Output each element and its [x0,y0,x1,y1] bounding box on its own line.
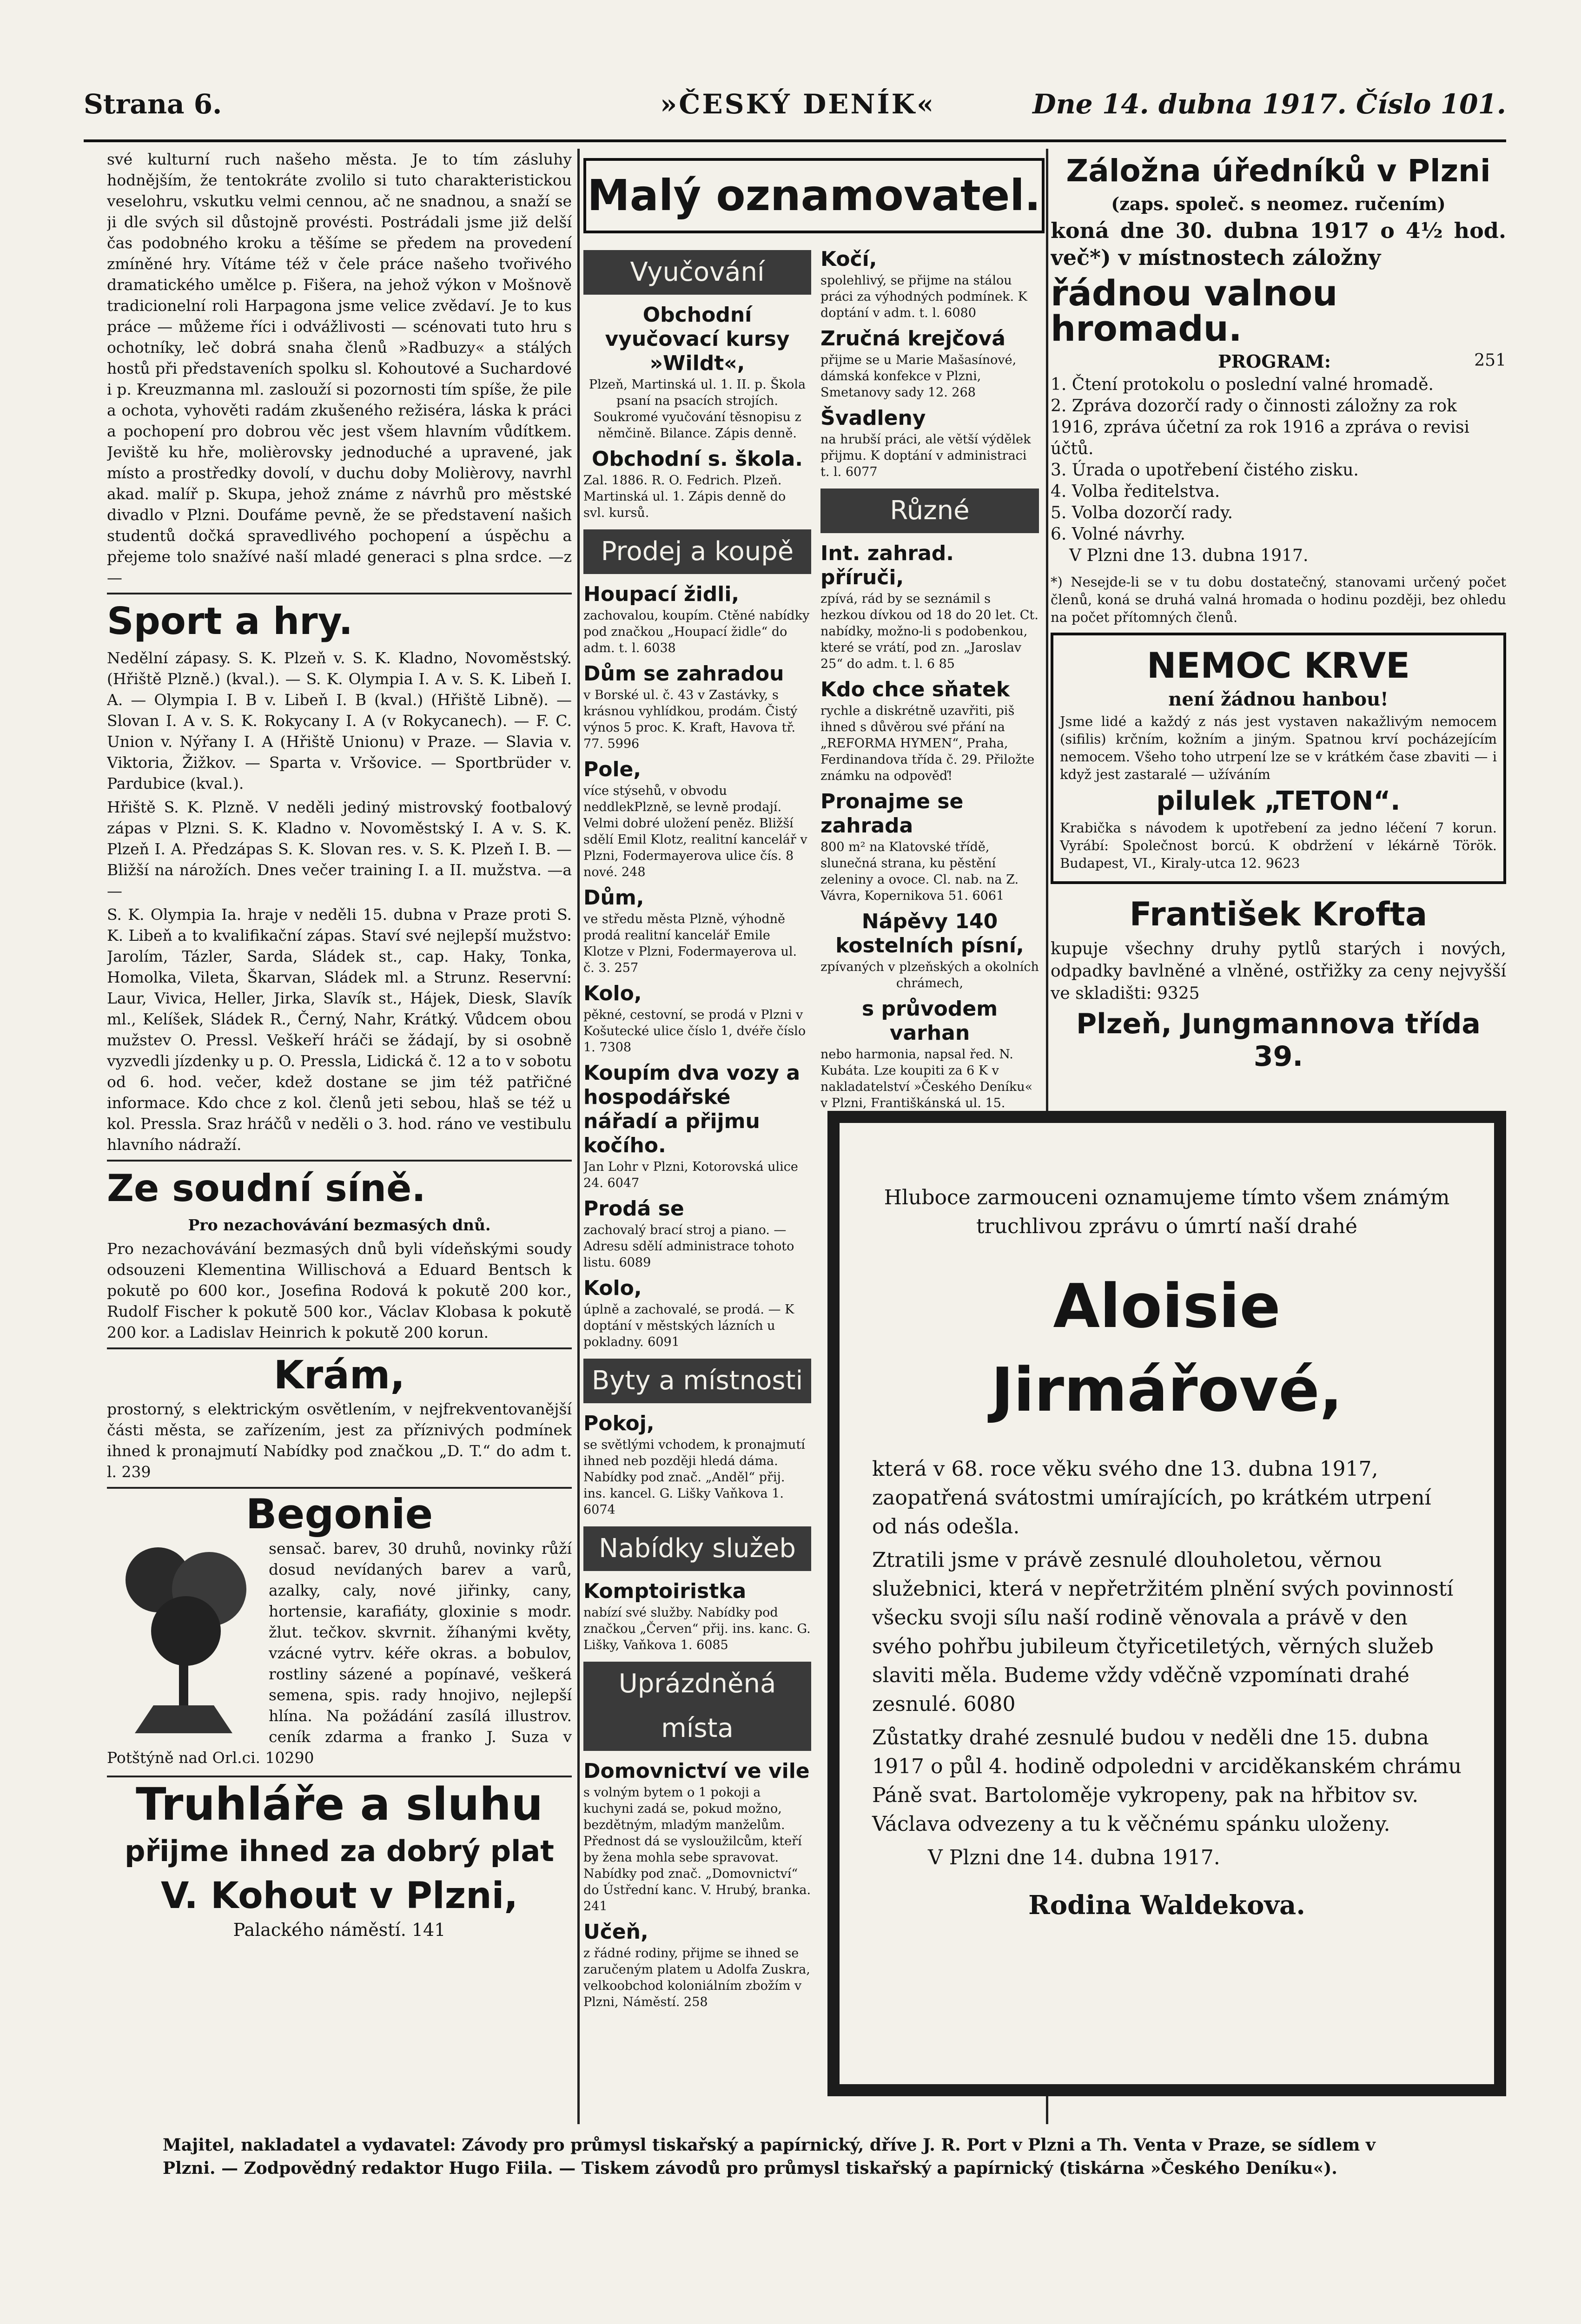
divider [107,1487,572,1489]
imprint-line: Majitel, nakladatel a vydavatel: Závody pro průmysl tiskařský a papírnický, dříve J. R. Port v Plzni a Th. Venta v Praze, se sídlem v [163,2135,1376,2155]
ad-text: 800 m² na Klatovské třídě, slunečná strana, ku pěstění zeleniny a ovoce. Cl. nab. na Z. Vávra, Kopernikova 51. 6061 [820,840,1019,903]
program-item: 6. Volné návrhy. [1051,525,1185,544]
program-item: 5. Volba dozorčí rady. [1051,503,1233,522]
section-ruzne: Různé [820,489,1039,533]
ad-heading: Pronajme se zahrada [820,790,964,838]
nemoc-ad-brand: pilulek „TETON“. [1156,786,1401,816]
program-item: 4. Volba ředitelstva. [1051,482,1220,501]
section-vyucovani: Vyučování [583,250,811,295]
ad-heading: Pole, [583,758,642,781]
divider [107,1776,572,1777]
obituary-text: Ztratili jsme v právě zesnulé dlouholetou, věrnou služebnici, která v nepřetržitém plnění svých povinností všecku svoji sílu naší rodině věnovala a právě v den svého pohřbu jubileum čtyřicetiletých, věrných služeb slaviti měla. Budeme vždy vděčně vzpomínati drahé zesnulé. 6080 [872,1548,1454,1716]
court-paragraph: Pro nezachovávání bezmasých dnů byli vídeňskými soudy odsouzeni Klementina Willischová a Eduard Bentsch k pokutě po 600 kor., Josefina Rodová k pokutě 200 kor., Rudolf Fischer k pokutě 500 kor., Václav Klobasa k pokutě 200 kor. a Ladislav Heinrich k pokutě 200 korun. [107,1240,572,1341]
ad-text: více stýsehů, v obvodu neddlekPlzně, se levně prodají. Velmi dobré uložení peněz. Bližší sdělí Emil Klotz, realitní kancelář v Plzni, Fodermayerova ulice čís. 8 nové. 248 [583,784,807,879]
page-number: Strana 6. [84,88,222,120]
divider [107,1160,572,1162]
ad-heading: Dům, [583,886,644,910]
column-divider [577,149,580,2124]
ad-heading: Prodá se [583,1197,684,1221]
nemoc-ad [1051,633,1506,884]
ad-heading: Nápěvy 140 kostelních písní, [835,910,1024,957]
ad-text: zpívá, rád by se seznámil s hezkou dívkou od 18 do 20 let. Ct. nabídky, možno-li s podobenkou, které se vrátí, pod zn. „Jaroslav 25“ do adm. t. l. 6 85 [820,592,1039,671]
nemoc-ad-title: NEMOC KRVE [1146,645,1410,686]
obituary-name: Aloisie Jirmářové, [991,1271,1343,1425]
obituary-signature: Rodina Waldekova. [1028,1890,1305,1921]
truhlar-ad-line: přijme ihned za dobrý plat [125,1834,554,1868]
ad-heading: Koupím dva vozy a hospodářské nářadí a přijmu kočího. [583,1061,800,1157]
ad-text: se světlými vchodem, k pronajmutí ihned neb později hledá dáma. Nabídky pod znač. „Anděl“ přij. ins. kancel. G. Lišky Vaňkova 1. 6074 [583,1438,805,1517]
section-byty: Byty a místnosti [583,1359,811,1403]
section-mista: Uprázdněná místa [583,1662,811,1751]
ad-heading: Domovnictví ve vile [583,1759,810,1783]
nemoc-ad-text: Jsme lidé a každý z nás jest vystaven nakažlivým nemocem (sifilis) krčním, kožním a jiným. Spatnou krví pocházejícím nemocem. Všeho toho utrpení lze se v krátkém čase zbaviti — i když jest zastaralé — užíváním [1060,713,1497,782]
ad-text: úplně a zachovalé, se prodá. — K doptání v městských lázních u pokladny. 6091 [583,1302,794,1349]
ad-heading: Komptoiristka [583,1579,747,1603]
ad-heading: Dům se zahradou [583,662,784,686]
page-header [84,88,1506,139]
sport-paragraph: Nedělní zápasy. S. K. Plzeň v. S. K. Kladno, Novoměstský. (Hřiště Plzně.) (kval.). — S. K. Olympia I. A v. S. K. Libeň I. A. — Olympia I. B v. Libeň I. B (kval.) (Hřiště Libně). — Slovan I. A v. S. K. Rokycany I. A (v Rokycanech). — F. C. Union v. Nýřany I. A (Hřiště Unionu) v Praze. — Slavia v. Viktoria, Žižkov. — Sparta v. Vršovice. — Sportbrüder v. Pardubice (kval.). [107,649,572,792]
divider [107,593,572,594]
ad-text: zachovalou, koupím. Ctěné nabídky pod značkou „Houpací židle“ do adm. t. l. 6038 [583,608,810,655]
small-ads-heading: Malý oznamovatel. [583,158,1045,233]
program-item: 3. Úrada o upotřebení čistého zisku. [1051,461,1359,480]
krofta-ad-text: kupuje všechny druhy pytlů starých i nových, odpadky bavlněné a vlněné, ostřižky za ceny nejvyšší ve skladišti: 9325 [1051,939,1506,1003]
program-title: PROGRAM: [1218,351,1331,372]
divider [107,1347,572,1349]
imprint-footer [163,2133,1511,2180]
issue-date: Dne 14. dubna 1917. Číslo 101. [1032,88,1506,120]
ad-text: s volným bytem o 1 pokoji a kuchyni zadá se, pokud možno, bezdětným, mladým manželům. Přednost dá se vysloužilcům, kteří by žena mohla sebe spravovat. Nabídky pod znač. „Domovnictví“ do Ústřední kanc. V. Hrubý, branka. 241 [583,1785,811,1914]
ad-heading: Houpací židli, [583,582,740,606]
program-item: 1. Čtení protokolu o poslední valné hromadě. [1051,375,1434,394]
ad-heading: Obchodní s. škola. [592,447,803,471]
obituary-text: která v 68. roce věku svého dne 13. dubna 1917, zaopatřená svátostmi umírajících, po krátkém utrpení od nás odešla. [872,1457,1431,1538]
begonie-ad-text: sensač. barev, 30 druhů, novinky růží dosud nevídaných barev a varů, azalky, caly, nové jiřinky, cany, hortensie, karafiáty, gloxinie s modr. žlut. tečkov. skvrnit. žíhanými květy, vzácné vytrv. kéře okras. a bobulov, rostliny sázené a popínavé, veškerá semena, spis. rady hnojivo, nejlepší hlína. Na požádání zasílá illustrov. ceník zdarma a franko J. Suza v Potštýně nad Orl.ci. 10290 [107,1539,572,1767]
program-number: 251 [1474,351,1506,370]
obituary-text: Zůstatky drahé zesnulé budou v neděli dne 15. dubna 1917 o půl 4. hodině odpoledni v arciděkanském chrámu Páně svat. Bartoloměje vykropeny, pak na hřbitov sv. Václava odvezeny a tu k věčnému spánku uloženy. [872,1726,1462,1836]
ad-text: zpívaných v plzeňských a okolních chrámech, [820,960,1039,990]
flower-illustration [107,1538,260,1733]
header-rule [84,139,1506,142]
ad-text: Zal. 1886. R. O. Fedrich. Plzeň. Martinská ul. 1. Zápis denně do svl. kursů. [583,473,786,520]
column-left [107,149,572,2129]
ad-heading: s průvodem varhan [861,997,998,1045]
program-date: V Plzni dne 13. dubna 1917. [1069,546,1309,565]
ads-subcolumn-b [820,242,1039,1114]
court-subheading: Pro nezachovávání bezmasých dnů. [188,1216,491,1234]
sport-paragraph: Hřiště S. K. Plzně. V neděli jediný mistrovský footbalový zápas v Plzni. S. K. Kladno v. Novoměstský I. A v. S. K. Plzeň I. A. Předzápas S. K. Slovan res. v. S. K. Plzeň I. B. — Bližší na nárožích. Dnes večer training I. a II. mužstva. —a— [107,798,572,900]
ad-heading: Kolo, [583,1276,642,1300]
obituary-notice [827,1111,1506,2096]
truhlar-ad-address: Palackého náměstí. 141 [233,1920,446,1940]
newspaper-title: »ČESKÝ DENÍK« [660,88,936,120]
ad-text: nebo harmonia, napsal řed. N. Kubáta. Lze koupiti za 6 K v nakladatelství »Českého Deníku« v Plzni, Františkánská ul. 15. [820,1047,1033,1110]
ad-heading: Kdo chce sňatek [820,678,1010,701]
ad-text: ve středu města Plzně, výhodně prodá realitní kancelář Emile Klotze v Plzni, Fodermayerova ul. č. 3. 257 [583,912,797,975]
ad-text: zachovalý brací stroj a piano. — Adresu sdělí administrace tohoto listu. 6089 [583,1223,794,1270]
ad-heading: Učeň, [583,1920,648,1944]
zalozna-title: Záložna úředníků v Plzni [1066,153,1491,189]
ad-text: pěkné, cestovní, se prodá v Plzni v Košutecké ulice číslo 1, dvéře číslo 1. 7308 [583,1008,806,1055]
ad-heading: Obchodní vyučovací kursy »Wildt«, [605,303,790,375]
ad-heading: Pokoj, [583,1412,655,1435]
ad-text: nabízí své služby. Nabídky pod značkou „Červen“ přij. ins. kanc. G. Lišky, Vaňkova 1. 6085 [583,1605,811,1652]
ads-subcolumn-a [583,242,811,2013]
ad-heading: Int. zahrad. příruči, [820,541,954,589]
kram-ad-text: prostorný, s elektrickým osvětlením, v nejfrekventovanější části města, se zařízením, jest za příznivých podmínek ihned k pronajmutí Nabídky pod značkou „D. T.“ do adm t. l. 239 [107,1400,572,1481]
section-prodej: Prodej a koupě [583,529,811,574]
ad-text: rychle a diskrétně uzavřiti, piš ihned s důvěrou své přání na „REFORMA HYMEN“, Praha, Ferdinandova třída č. 29. Přiložte známku na odpověď! [820,704,1035,783]
kram-ad-title: Krám, [273,1352,405,1398]
sport-heading: Sport a hry. [107,600,353,643]
zalozna-subtitle: (zaps. společ. s neomez. ručením) [1111,193,1446,214]
krofta-ad-title: František Krofta [1129,895,1428,933]
ad-heading: Švadleny [820,406,926,430]
zalozna-announcement: koná dne 30. dubna 1917 o 4½ hod. več*) v místnostech záložny [1051,218,1506,270]
program-header [1051,351,1506,374]
ad-text: přijme se u Marie Mašasínové, dámská konfekce v Plzni, Smetanovy sady 12. 268 [820,353,1017,400]
program-list [1051,374,1506,567]
program-item: 2. Zpráva dozorčí rady o činnosti záložny za rok 1916, zpráva účetní za rok 1916 a zpráva o revisi účtů. [1051,396,1470,458]
ad-text: Jan Lohr v Plzni, Kotorovská ulice 24. 6047 [583,1160,798,1190]
truhlar-ad-title: Truhláře a sluhu [136,1778,543,1830]
nemoc-ad-subtitle: není žádnou hanbou! [1168,688,1389,710]
nemoc-ad-text: Krabička s návodem k upotřebení za jedno léčení 7 korun. Vyrábí: Společnost borcú. K obdržení v lékárně Török. Budapest, VI., Kiraly-utca 12. 9623 [1060,820,1497,871]
sport-paragraph: S. K. Olympia Ia. hraje v neděli 15. dubna v Praze proti S. K. Libeň a to kvalifikační zápas. Staví své nejlepší mužstvo: Jarolím, Tázler, Sarda, Sládek st., cap. Haky, Tonka, Homolka, Vileta, Škarvan, Sládek ml. a Strunz. Reservní: Laur, Vivica, Heller, Jirka, Slavík st., Hájek, Diesk, Slavík ml., Kelíšek, Sládek R., Černý, Nahr, Krátký. Vůdcem obou mužstev O. Pressl. Veškeří hráči se žádají, by si osobně vyzvedli jízdenky u p. O. Pressla, Lidická č. 12 a to v sobotu od 6. hod. večer, kdež dostane se jim též patřičné informace. Kdo chce z kol. členů jeti sebou, hlaš se též u kol. Pressla. Sraz hráčů v neděli o 3. hod. ráno ve vestibulu hlavního nádraží. [107,905,572,1154]
krofta-ad-address: Plzeň, Jungmannova třída 39. [1076,1008,1481,1073]
ad-text: spolehlivý, se přijme na stálou práci za výhodných podmínek. K doptání v adm. t. l. 6080 [820,273,1027,320]
truhlar-ad-name: V. Kohout v Plzni, [160,1875,518,1917]
ad-heading: Kolo, [583,982,642,1005]
section-sluzby: Nabídky služeb [583,1526,811,1571]
obituary-intro: Hluboce zarmouceni oznamujeme tímto všem známým truchlivou zprávu o úmrtí naší drahé [884,1186,1450,1238]
ad-text: z řádné rodiny, přijme se ihned se zaručeným platem u Adolfa Zuskra, velkoobchod koloniálním zbožím v Plzni, Náměstí. 258 [583,1946,810,2009]
obituary-content [872,1183,1462,2056]
zalozna-meeting: řádnou valnou hromadu. [1051,272,1338,349]
program-note: *) Nesejde-li se v tu dobu dostatečný, stanovami určený počet členů, koná se druhá valná hromada o hodinu později, bez ohledu na počet přítomných členů. [1051,574,1506,625]
ad-text: na hrubší práci, ale větší výdělek přijmu. K doptání v administraci t. l. 6077 [820,432,1031,479]
ad-heading: Kočí, [820,247,877,271]
ad-heading: Zručná krejčová [820,327,1005,350]
obituary-date: V Plzni dne 14. dubna 1917. [928,1846,1220,1869]
imprint-line: Plzni. — Zodpovědný redaktor Hugo Fiila. — Tiskem závodů pro průmysl tiskařský a papírnický (tiskárna »Českého Deníku«). [163,2159,1337,2178]
begonie-ad-title: Begonie [245,1490,433,1538]
theatre-article: své kulturní ruch našeho města. Je to tím zásluhy hodnějším, že tentokráte zvolilo si tuto charakteristickou veselohru, vskutku velmi cennou, ač ne snadnou, a snaží se ji dle svých sil důstojně provésti. Postrádali jsme již delší čas podobného kroku a těšíme se předem na provedení zmíněné hry. Vítáme též v čele práce našeho tvořivého dramatického umělce p. Fišera, na jehož výkon v Mošnově tradicionelní roli Harpagona jsme velice zvědaví. Je to kus práce — můžeme říci i odvážlivosti — scénovati tuto hru s ochotníky, leč dobrá snaha členů »Radbuzy« a stálých hostů při představeních spolku sl. Kohoutové a Suchardové i p. Kreuzmanna ml. zaslouží si pozornosti tím spíše, že pile a ochota, vyhověti radám zkušeného režiséra, láska k práci a pochopení pro dobrou věc jest všem hlavním vůdítkem. Jeviště ku hře, molièrovsky jednoduché a upravené, jak místo a prostředky dovolí, v duchu doby Molièrovy, navrhl akad. malíř p. Skupa, jehož známe z návrhů pro městské divadlo v Plzni. Doufáme pevně, že se představení našich studentů dočká spravedlivého pochopení a úspěchu a přejeme tolo snažívé naší mladé generaci s plna srdce. —z— [107,150,572,587]
court-heading: Ze soudní síně. [107,1167,426,1210]
ad-text: Plzeň, Martinská ul. 1. II. p. Škola psaní na psacích strojích. Soukromé vyučování těsnopisu z němčině. Bilance. Zápis denně. [589,377,806,441]
ad-text: v Borské ul. č. 43 v Zastávky, s krásnou vyhlídkou, prodám. Čistý výnos 5 proc. K. Kraft, Havova tř. 77. 5996 [583,688,798,751]
